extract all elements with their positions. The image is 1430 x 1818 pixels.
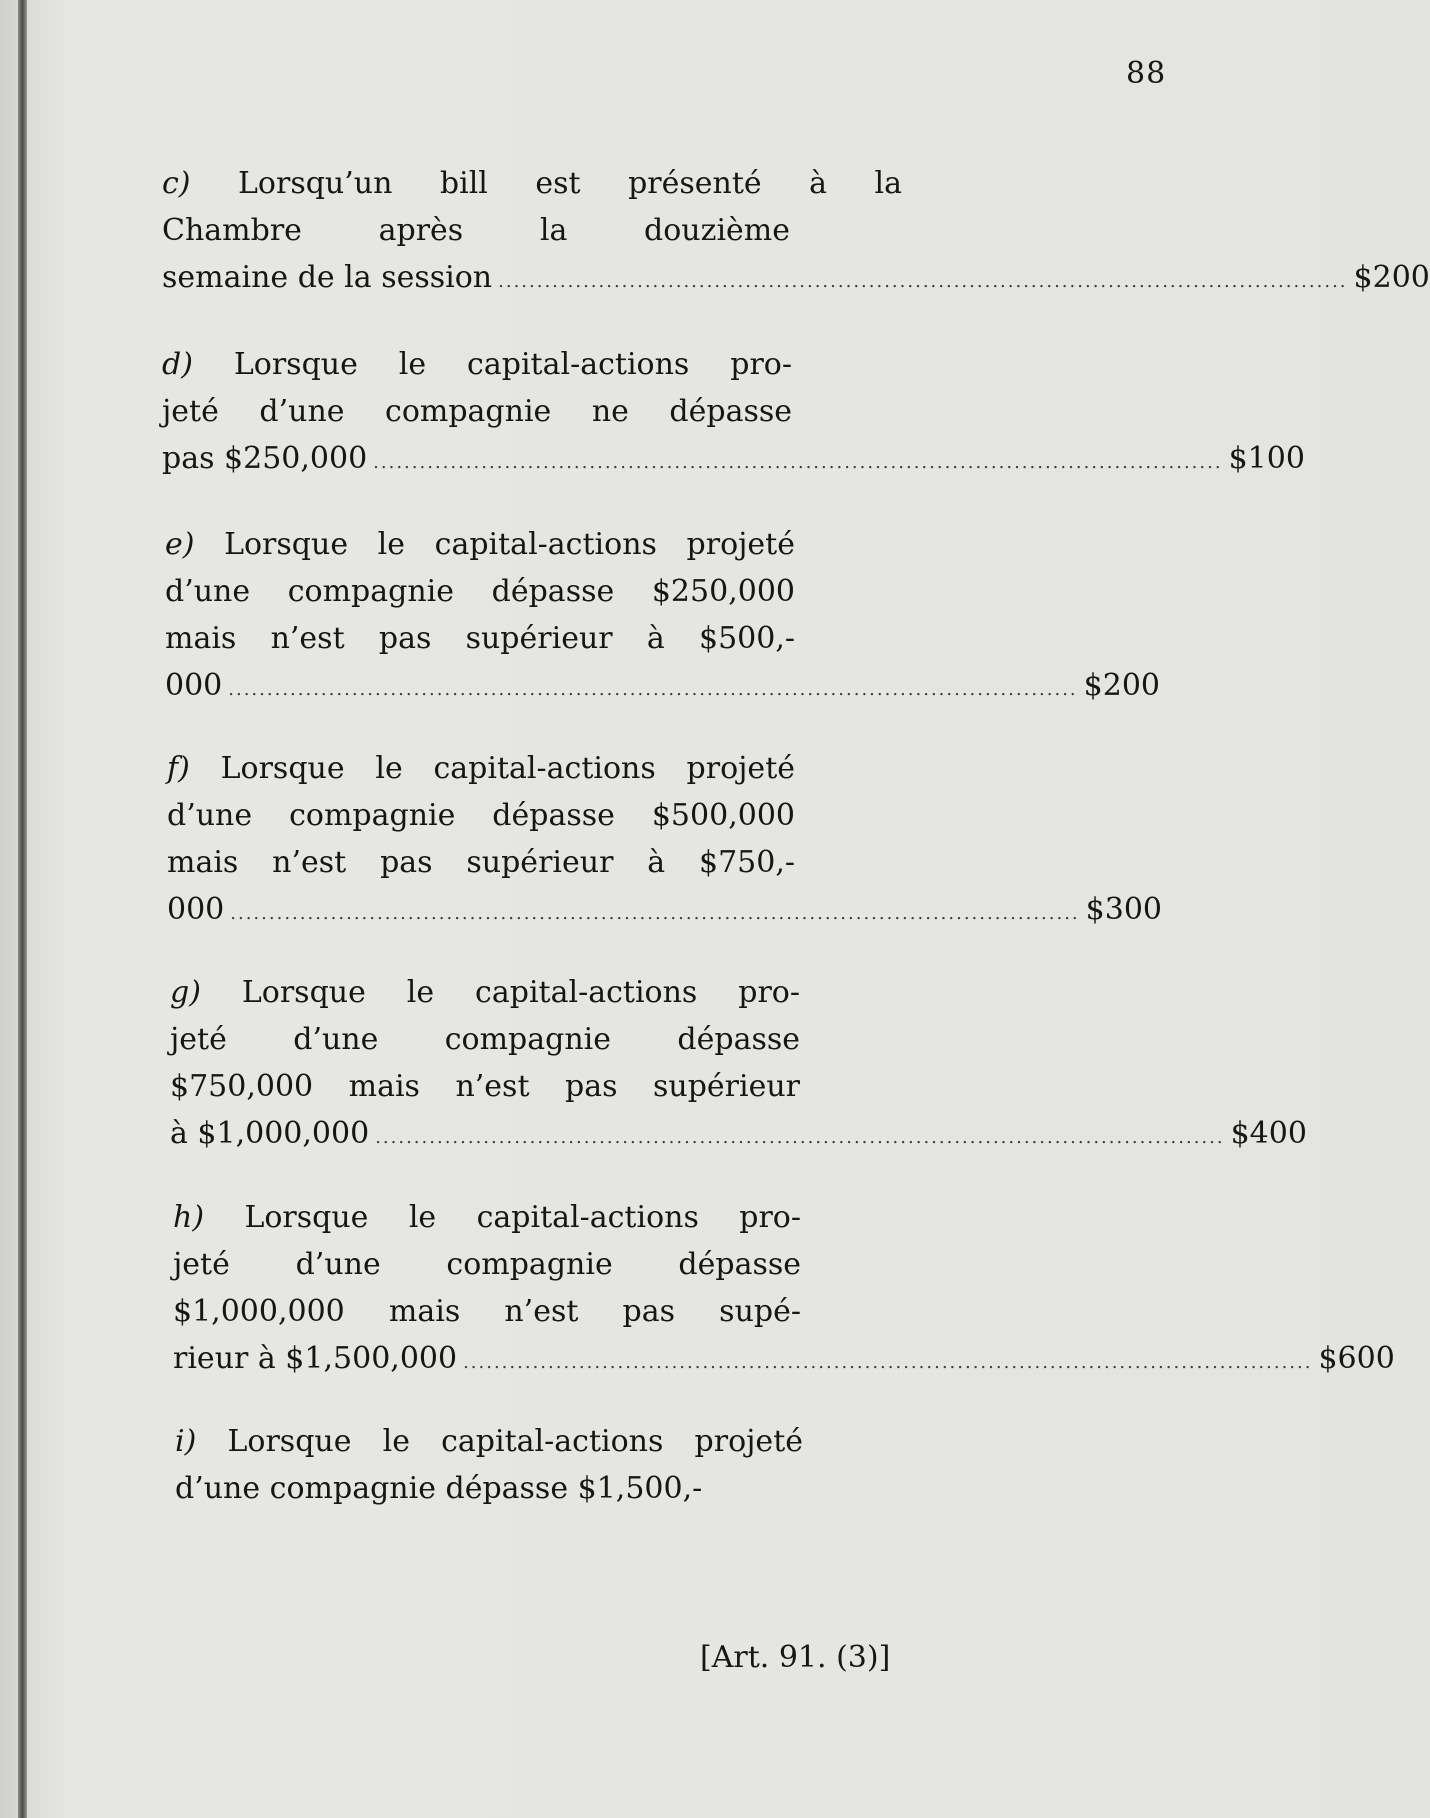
entry-price-line: pas $250,000 .............................................................................................................. $100 (162, 435, 902, 482)
fee-entry-i (175, 1418, 915, 1512)
entry-line: $750,000 mais n’est pas supérieur (170, 1069, 800, 1104)
entry-line: d) Lorsque le capital-actions pro- (162, 347, 792, 382)
entry-letter: g) (170, 975, 201, 1010)
leader-dots: .............................................................................................................. (228, 679, 1078, 700)
fee-amount: $300 (1085, 892, 1163, 927)
entry-letter: h) (173, 1200, 205, 1235)
entry-line: d’une compagnie dépasse $1,500,- (175, 1471, 703, 1506)
entry-letter: e) (165, 527, 195, 562)
fee-entry-c (162, 160, 1430, 301)
leader-dots: .............................................................................................................. (373, 452, 1223, 473)
entry-line: $1,000,000 mais n’est pas supé- (173, 1294, 801, 1329)
entry-line: mais n’est pas supérieur à $500,- (165, 621, 795, 656)
entry-line: g) Lorsque le capital-actions pro- (170, 975, 800, 1010)
entry-line: d’une compagnie dépasse $500,000 (167, 798, 795, 833)
leader-dots: .............................................................................................................. (463, 1352, 1313, 1373)
entry-price-line: 000 .............................................................................................................. $200 (165, 662, 905, 709)
entry-line: jeté d’une compagnie dépasse (173, 1247, 801, 1282)
fee-amount: $400 (1230, 1116, 1307, 1151)
leader-dots: .............................................................................................................. (375, 1127, 1225, 1148)
fee-entry-e (165, 521, 1161, 709)
entry-line: mais n’est pas supérieur à $750,- (167, 845, 795, 880)
fee-entry-d (162, 341, 1305, 482)
fee-amount: $600 (1318, 1341, 1395, 1376)
entry-line: Chambre après la douzième (162, 213, 790, 248)
fee-entry-g (170, 969, 1307, 1157)
entry-price-line: rieur à $1,500,000 .............................................................................................................. $600 (173, 1335, 913, 1382)
leader-dots: .............................................................................................................. (498, 271, 1348, 292)
entry-line: jeté d’une compagnie ne dépasse (162, 394, 792, 429)
entry-line: f) Lorsque le capital-actions projeté (167, 751, 795, 786)
fee-entry-h (173, 1194, 1395, 1382)
entry-line: d’une compagnie dépasse $250,000 (165, 574, 795, 609)
entry-letter: f) (167, 751, 190, 786)
entry-letter: c) (162, 166, 191, 201)
entry-line: e) Lorsque le capital-actions projeté (165, 527, 795, 562)
entry-line: h) Lorsque le capital-actions pro- (173, 1200, 801, 1235)
entry-letter: i) (175, 1424, 197, 1459)
entry-line: jeté d’une compagnie dépasse (170, 1022, 800, 1057)
book-spine-shadow (18, 0, 27, 1818)
entry-price-line: à $1,000,000 .............................................................................................................. $400 (170, 1110, 910, 1157)
entry-price-line: semaine de la session .............................................................................................................. $200 (162, 254, 902, 301)
entry-price-line: 000 .............................................................................................................. $300 (167, 886, 907, 933)
leader-dots: .............................................................................................................. (230, 903, 1080, 924)
fee-amount: $200 (1083, 668, 1161, 703)
page-number: 88 (1126, 56, 1167, 91)
entry-line: c) Lorsqu’un bill est présenté à la (162, 166, 902, 201)
fee-entry-f (167, 745, 1163, 933)
fee-amount: $200 (1353, 260, 1430, 295)
fee-amount: $100 (1228, 441, 1305, 476)
entry-line: i) Lorsque le capital-actions projeté (175, 1424, 803, 1459)
entry-letter: d) (162, 347, 193, 382)
article-reference: [Art. 91. (3)] (700, 1640, 891, 1675)
